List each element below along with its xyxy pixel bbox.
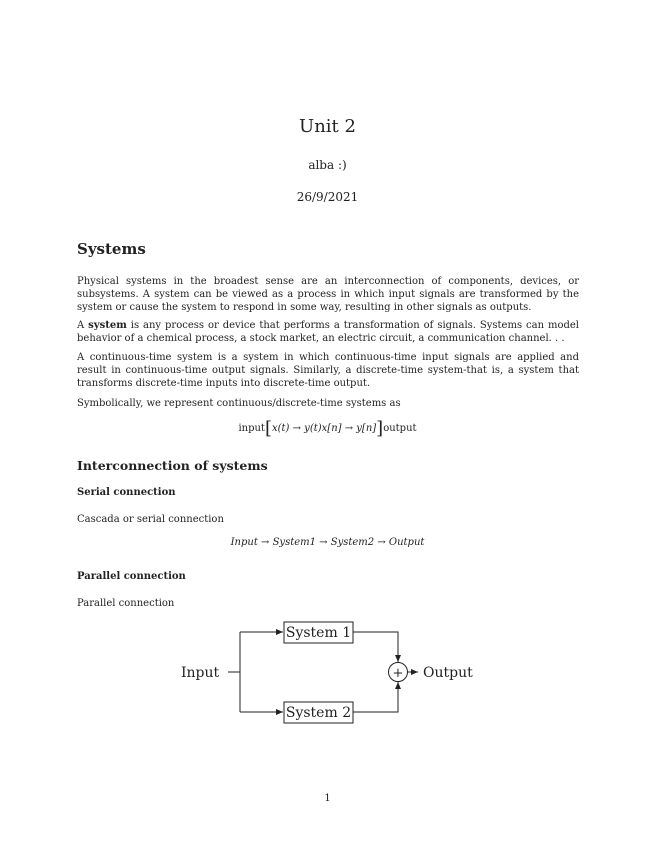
- equation-input-label: input: [238, 423, 265, 434]
- serial-equation: Input → System1 → System2 → Output: [230, 537, 425, 548]
- system2-label: System 2: [285, 705, 352, 721]
- equation-body: x(t) → y(t)x[n] → y[n]: [271, 423, 377, 434]
- diagram-input-label: Input: [181, 665, 220, 681]
- paragraph-physical-systems: Physical systems in the broadest sense are an interconnection of components, devices, or subsystems. A system can be viewed as a process in which input signals are transformed by the system or cause the system to respond in some way, resulting in other signals as outputs.: [77, 276, 579, 313]
- left-bracket: [: [264, 418, 272, 439]
- sum-symbol: +: [392, 666, 404, 681]
- right-bracket: ]: [376, 418, 384, 439]
- document-date: 26/9/2021: [296, 190, 359, 204]
- document-author: alba :): [308, 158, 347, 172]
- paragraph-prefix: A: [77, 320, 89, 331]
- arrow-system1-to-sum: [353, 632, 398, 662]
- arrow-system2-to-sum: [353, 682, 398, 712]
- paragraph-serial: Cascada or serial connection: [77, 514, 224, 525]
- page-number: 1: [324, 793, 331, 804]
- equation-output-label: output: [383, 423, 417, 434]
- paragraph-rest: is any process or device that performs a transformation of signals. Systems can model behavior of a chemical process, a stock market, an electric circuit, a communication channel. . .: [77, 320, 580, 344]
- paragraph-continuous-time: A continuous-time system is a system in which continuous-time input signals are applied and result in continuous-time output signals. Similarly, a discrete-time system-that is, a system that transforms discrete-time inputs into discrete-time output.: [77, 352, 579, 389]
- heading-serial-connection: Serial connection: [77, 487, 176, 498]
- heading-parallel-connection: Parallel connection: [77, 571, 186, 582]
- subsection-heading-interconnection: Interconnection of systems: [77, 458, 268, 473]
- document-title: Unit 2: [299, 116, 356, 137]
- system1-label: System 1: [285, 625, 352, 641]
- section-heading-systems: Systems: [77, 240, 146, 258]
- system-term: system: [88, 320, 127, 331]
- paragraph-symbolic: Symbolically, we represent continuous/discrete-time systems as: [77, 398, 401, 409]
- paragraph-parallel: Parallel connection: [77, 598, 175, 609]
- diagram-output-label: Output: [423, 665, 473, 681]
